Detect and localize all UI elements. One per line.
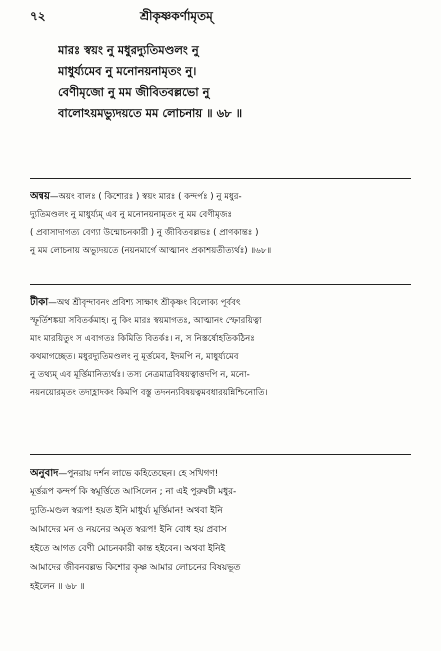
verse-line: বালোঽয়মভ্যুদয়তে মম লোচনায় ॥ ৬৮ ॥ bbox=[58, 106, 243, 120]
sanskrit-verse bbox=[58, 40, 418, 124]
text-line: হইলেন ॥ ৬৮ ॥ bbox=[30, 582, 85, 592]
anubad-label: অনুবাদ bbox=[30, 468, 59, 479]
anvaya-text: —অয়ং বালঃ ( কিশোরঃ ) স্বয়ং মারঃ ( কন্দর্পঃ ) নু মধুর- bbox=[49, 192, 242, 202]
text-line: নয়নয়োরমৃতং তদাহ্লাদকং কিমপি বস্তু তদনন্যবিষয়ত্বমবধারয়ন্নিশ্চিনোতি। bbox=[30, 388, 268, 398]
divider bbox=[30, 284, 411, 285]
text-line: কথমাগচ্ছেত। মধুরদ্যুতিমণ্ডলং নু মূর্ত্তমেব, ইদমপি ন, মাধুর্য্যমেব bbox=[30, 352, 239, 362]
divider bbox=[30, 178, 411, 179]
text-line: ( প্রবাসাদাগত্য বেণ্যা উন্মোচনকারী ) নু জীবিতবল্লভঃ ( প্রাণকান্তঃ ) bbox=[30, 228, 259, 238]
running-title: শ্রীকৃষ্ণকর্ণামৃতম্ bbox=[140, 9, 213, 23]
page-number: ৭২ bbox=[30, 9, 46, 23]
anvaya-label: অন্বয় bbox=[30, 191, 50, 202]
anubad-text: —পুনরায় দর্শন লাভে কহিতেছেন। হে সখিগণ! bbox=[58, 469, 219, 479]
tika-section bbox=[30, 294, 414, 402]
text-line: মূর্ত্তরূপ কন্দর্প কি স্বমূর্ত্তিতে আসিলেন ; না এই পুরুষটী মধুর- bbox=[30, 487, 237, 497]
tika-label: টীকা bbox=[30, 297, 49, 308]
verse-line: মারঃ স্বয়ং নু মধুরদ্যুতিমণ্ডলং নু bbox=[58, 43, 199, 57]
text-line: আমাদের মন ও নয়নের অমৃত স্বরূপ! ইনি বোধ হয় প্রবাস bbox=[30, 525, 227, 535]
page-header bbox=[30, 8, 411, 26]
text-line: নু মম লোচনায় অভ্যুদয়তে (নয়নমার্গে আত্মানং প্রকাশয়তীত্যর্থঃ) ॥৬৮॥ bbox=[30, 246, 272, 256]
text-line: নু তথ্যম্ এব মূর্ত্তিমানিত্যর্থঃ। তস্য নেত্রমাত্রবিষয়ত্বাত্তদপি ন, মনো- bbox=[30, 370, 250, 380]
text-line: দ্যুতি-মণ্ডল স্বরূপ! হয়ত ইনি মাধুর্য্য মূর্ত্তিমান! অথবা ইনি bbox=[30, 506, 223, 516]
text-line: মাং মারয়িতুং স এবাগতঃ কিমিতি বিতর্কঃ। ন, স নিস্তর্ষোহতিকঠিনঃ bbox=[30, 334, 255, 344]
text-line: স্ফূর্তিশঙ্কয়া সবিতর্কমাহ। নু কিং মারঃ স্বয়মাগতঃ, আত্মানং স্ফোরয়িত্বা bbox=[30, 316, 262, 326]
divider bbox=[30, 454, 411, 455]
anubad-section bbox=[30, 464, 414, 597]
text-line: হইতে আগত বেণী মোচনকারী কান্ত হইবেন। অথবা ইনিই bbox=[30, 544, 226, 554]
verse-line: বেণীমৃজো নু মম জীবিতবল্লভো নু bbox=[58, 85, 210, 99]
text-line: দ্যুতিমণ্ডলং নু মাধুর্য্যম্ এব নু মনোনয়নামৃতং নু মম বেণীমৃজঃ bbox=[30, 210, 233, 220]
text-line bbox=[30, 464, 414, 483]
text-line: আমাদের জীবনবল্লভ কিশোর কৃষ্ণ আমার লোচনের বিষয়ভূত bbox=[30, 563, 241, 573]
text-line bbox=[30, 188, 414, 206]
text-line bbox=[30, 294, 414, 312]
tika-text: —অথ শ্রীবৃন্দাবনং প্রবিশ্য সাক্ষাৎ শ্রীকৃষ্ণং বিলোক্য পূর্ববৎ bbox=[48, 298, 241, 308]
anvaya-section bbox=[30, 188, 414, 260]
verse-line: মাধুর্য্যমেব নু মনোনয়নামৃতং নু। bbox=[58, 64, 197, 78]
